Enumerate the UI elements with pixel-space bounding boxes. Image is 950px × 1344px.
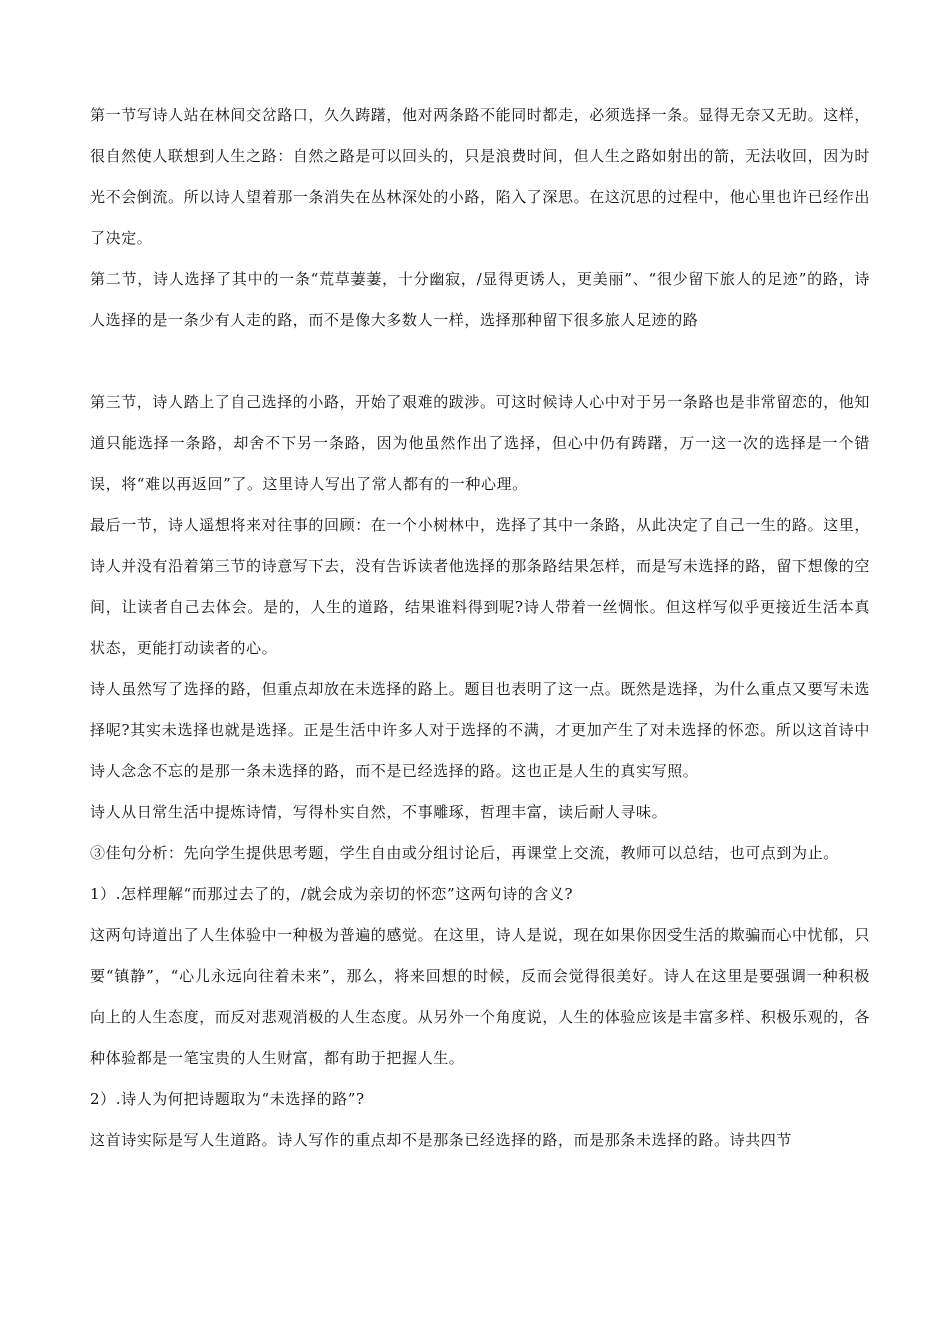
question-two: 2）.诗人为何把诗题取为“未选择的路”? bbox=[90, 1090, 365, 1108]
paragraph-stanza-three: 第三节，诗人踏上了自己选择的小路，开始了艰难的跋涉。可这时候诗人心中对于另一条路也是非常留恋的，他知道只能选择一条路，却舍不下另一条路，因为他虽然作出了选择，但心中仍有踌躇，万一这一次的选择是一个错误，将“难以再返回”了。这里诗人写出了常人都有的一种心理。 bbox=[90, 393, 871, 493]
paragraph-stanza-one: 第一节写诗人站在林间交岔路口，久久踌躇，他对两条路不能同时都走，必须选择一条。显得无奈又无助。这样，很自然使人联想到人生之路：自然之路是可以回头的，只是浪费时间，但人生之路如射出的箭，无法收回，因为时光不会倒流。所以诗人望着那一条消失在丛林深处的小路，陷入了深思。在这沉思的过程中，他心里也许已经作出了决定。 bbox=[90, 106, 871, 247]
paragraph-style: 诗人从日常生活中提炼诗情，写得朴实自然，不事雕琢，哲理丰富，读后耐人寻味。 bbox=[90, 803, 668, 821]
paragraph-theme: 诗人虽然写了选择的路，但重点却放在未选择的路上。题目也表明了这一点。既然是选择，为什么重点又要写未选择呢?其实未选择也就是选择。正是生活中许多人对于选择的不满，才更加产生了对未选择的怀恋。所以这首诗中诗人念念不忘的是那一条未选择的路，而不是已经选择的路。这也正是人生的真实写照。 bbox=[90, 680, 871, 780]
paragraph-last-stanza: 最后一节，诗人遥想将来对往事的回顾：在一个小树林中，选择了其中一条路，从此决定了自己一生的路。这里，诗人并没有沿着第三节的诗意写下去，没有告诉读者他选择的那条路结果怎样，而是写未选择的路，留下想像的空间，让读者自己去体会。是的，人生的道路，结果谁料得到呢?诗人带着一丝惆怅。但这样写似乎更接近生活本真状态，更能打动读者的心。 bbox=[90, 516, 871, 657]
answer-one: 这两句诗道出了人生体验中一种极为普遍的感觉。在这里，诗人是说，现在如果你因受生活的欺骗而心中忧郁，只要“镇静”，“心儿永远向往着未来”，那么，将来回想的时候，反而会觉得很美好。诗人在这里是要强调一种积极向上的人生态度，而反对悲观消极的人生态度。从另外一个角度说，人生的体验应该是丰富多样、积极乐观的，各种体验都是一笔宝贵的人生财富，都有助于把握人生。 bbox=[90, 926, 871, 1067]
blank-line bbox=[90, 341, 870, 382]
paragraph-analysis-intro: ③佳句分析：先向学生提供思考题，学生自由或分组讨论后，再课堂上交流，教师可以总结，也可点到为止。 bbox=[90, 844, 839, 862]
answer-two: 这首诗实际是写人生道路。诗人写作的重点却不是那条已经选择的路，而是那条未选择的路。诗共四节 bbox=[90, 1131, 793, 1149]
question-one: 1）.怎样理解“而那过去了的，/就会成为亲切的怀恋”这两句诗的含义? bbox=[90, 885, 574, 903]
document-page bbox=[90, 95, 870, 1161]
paragraph-stanza-two: 第二节，诗人选择了其中的一条“荒草萋萋，十分幽寂，/显得更诱人，更美丽”、“很少留下旅人的足迹”的路，诗人选择的是一条少有人走的路，而不是像大多数人一样，选择那种留下很多旅人足迹的路 bbox=[90, 270, 870, 329]
